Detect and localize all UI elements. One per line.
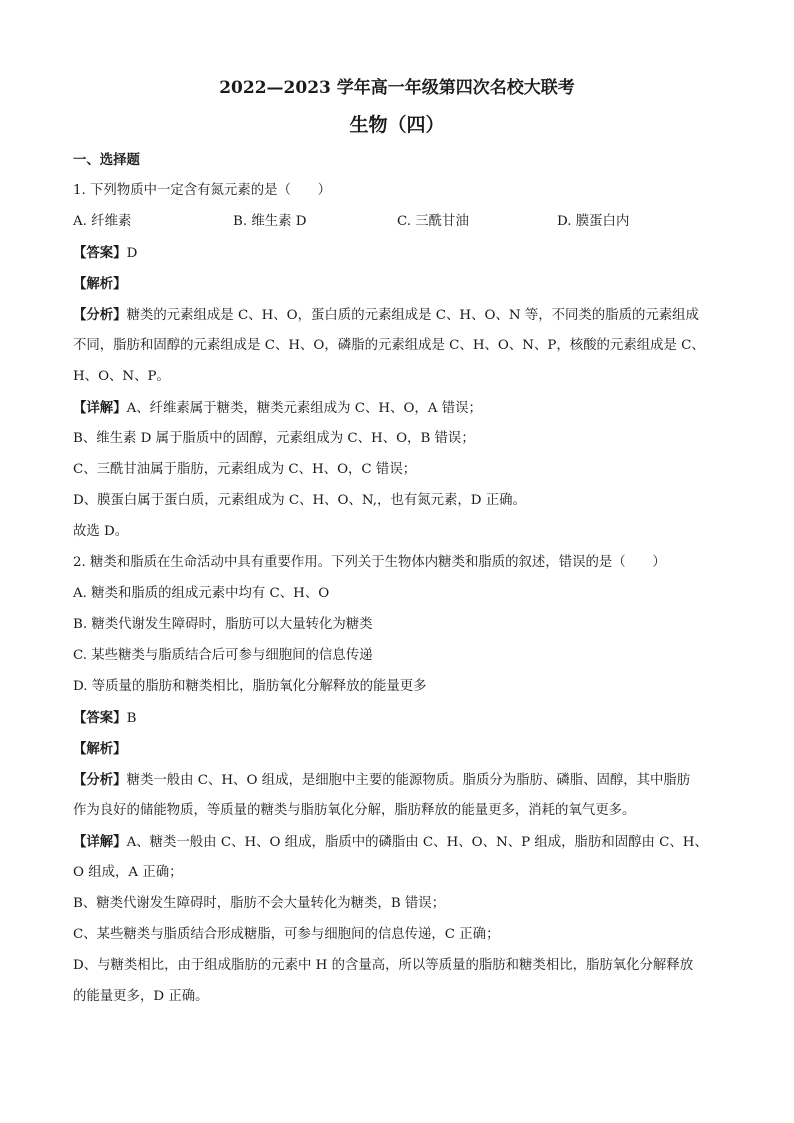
question-2-analysis-line-1 xyxy=(73,770,690,791)
question-1-detail-line-3: C、三酰甘油属于脂肪，元素组成为 C、H、O，C 错误； xyxy=(73,462,417,477)
analysis-tag: 【分析】 xyxy=(73,307,127,323)
question-1-explanation-heading: 【解析】 xyxy=(73,276,127,292)
exam-title: 2022—2023 学年高一年级第四次名校大联考 xyxy=(219,78,575,98)
analysis-text: 糖类的元素组成是 C、H、O，蛋白质的元素组成是 C、H、O、N 等，不同类的脂质的元素组成 xyxy=(126,308,699,323)
question-1-detail-line-4: D、膜蛋白属于蛋白质，元素组成为 C、H、O、N,，也有氮元素，D 正确。 xyxy=(73,493,526,508)
analysis-tag: 【分析】 xyxy=(73,772,127,788)
question-2-option-b: B. 糖类代谢发生障碍时，脂肪可以大量转化为糖类 xyxy=(73,617,373,632)
answer-tag: 【答案】 xyxy=(73,245,127,261)
question-1-option-a: A. 纤维素 xyxy=(73,214,132,229)
detail-text: A、糖类一般由 C、H、O 组成，脂质中的磷脂由 C、H、O、N、P 组成，脂肪和固醇由 C、H、 xyxy=(126,835,708,850)
question-1-analysis-line-2: 不同，脂肪和固醇的元素组成是 C、H、O，磷脂的元素组成是 C、H、O、N、P，核酸的元素组成是 C、 xyxy=(73,338,705,353)
question-2-option-c: C. 某些糖类与脂质结合后可参与细胞间的信息传递 xyxy=(73,648,373,663)
question-2-analysis-line-2: 作为良好的储能物质，等质量的糖类与脂肪氧化分解，脂肪释放的能量更多，消耗的氧气更多。 xyxy=(73,803,636,818)
question-2-detail-line-1 xyxy=(73,832,708,853)
answer-tag: 【答案】 xyxy=(73,710,127,726)
question-2-option-a: A. 糖类和脂质的组成元素中均有 C、H、O xyxy=(73,586,330,601)
question-1-stem: 1. 下列物质中一定含有氮元素的是（ ） xyxy=(73,183,332,198)
question-2-detail-line-2: O 组成，A 正确； xyxy=(73,865,183,880)
question-2-detail-line-4: C、某些糖类与脂质结合形成糖脂，可参与细胞间的信息传递，C 正确； xyxy=(73,927,500,942)
question-1-conclusion: 故选 D。 xyxy=(73,524,129,539)
question-2-detail-line-5: D、与糖类相比，由于组成脂肪的元素中 H 的含量高，所以等质量的脂肪和糖类相比，脂肪氧化分解释放 xyxy=(73,958,694,973)
question-2-detail-line-3: B、糖类代谢发生障碍时，脂肪不会大量转化为糖类，B 错误； xyxy=(73,896,446,911)
question-1-analysis-line-1 xyxy=(73,305,699,326)
answer-value: D xyxy=(126,246,138,261)
detail-tag: 【详解】 xyxy=(73,834,127,850)
question-2-option-d: D. 等质量的脂肪和糖类相比，脂肪氧化分解释放的能量更多 xyxy=(73,679,427,694)
question-2-explanation-heading: 【解析】 xyxy=(73,741,127,757)
question-1-detail-line-1 xyxy=(73,398,482,419)
question-1-answer xyxy=(73,243,137,264)
question-2-stem: 2. 糖类和脂质在生命活动中具有重要作用。下列关于生物体内糖类和脂质的叙述，错误的是（ ） xyxy=(73,555,666,570)
answer-value: B xyxy=(126,711,137,726)
analysis-text: 糖类一般由 C、H、O 组成，是细胞中主要的能源物质。脂质分为脂肪、磷脂、固醇，其中脂肪 xyxy=(126,773,691,788)
exam-subtitle: 生物（四） xyxy=(349,114,445,136)
question-1-option-b: B. 维生素 D xyxy=(233,214,307,229)
section-heading: 一、选择题 xyxy=(73,152,140,168)
question-1-option-d: D. 膜蛋白内 xyxy=(557,214,630,229)
detail-tag: 【详解】 xyxy=(73,400,127,416)
question-2-answer xyxy=(73,708,136,729)
question-1-analysis-line-3: H、O、N、P。 xyxy=(73,369,170,384)
question-1-detail-line-2: B、维生素 D 属于脂质中的固醇，元素组成为 C、H、O，B 错误； xyxy=(73,431,475,446)
detail-text: A、纤维素属于糖类，糖类元素组成为 C、H、O，A 错误； xyxy=(126,401,482,416)
question-1-option-c: C. 三酰甘油 xyxy=(397,214,469,229)
question-2-detail-line-6: 的能量更多，D 正确。 xyxy=(73,989,209,1004)
